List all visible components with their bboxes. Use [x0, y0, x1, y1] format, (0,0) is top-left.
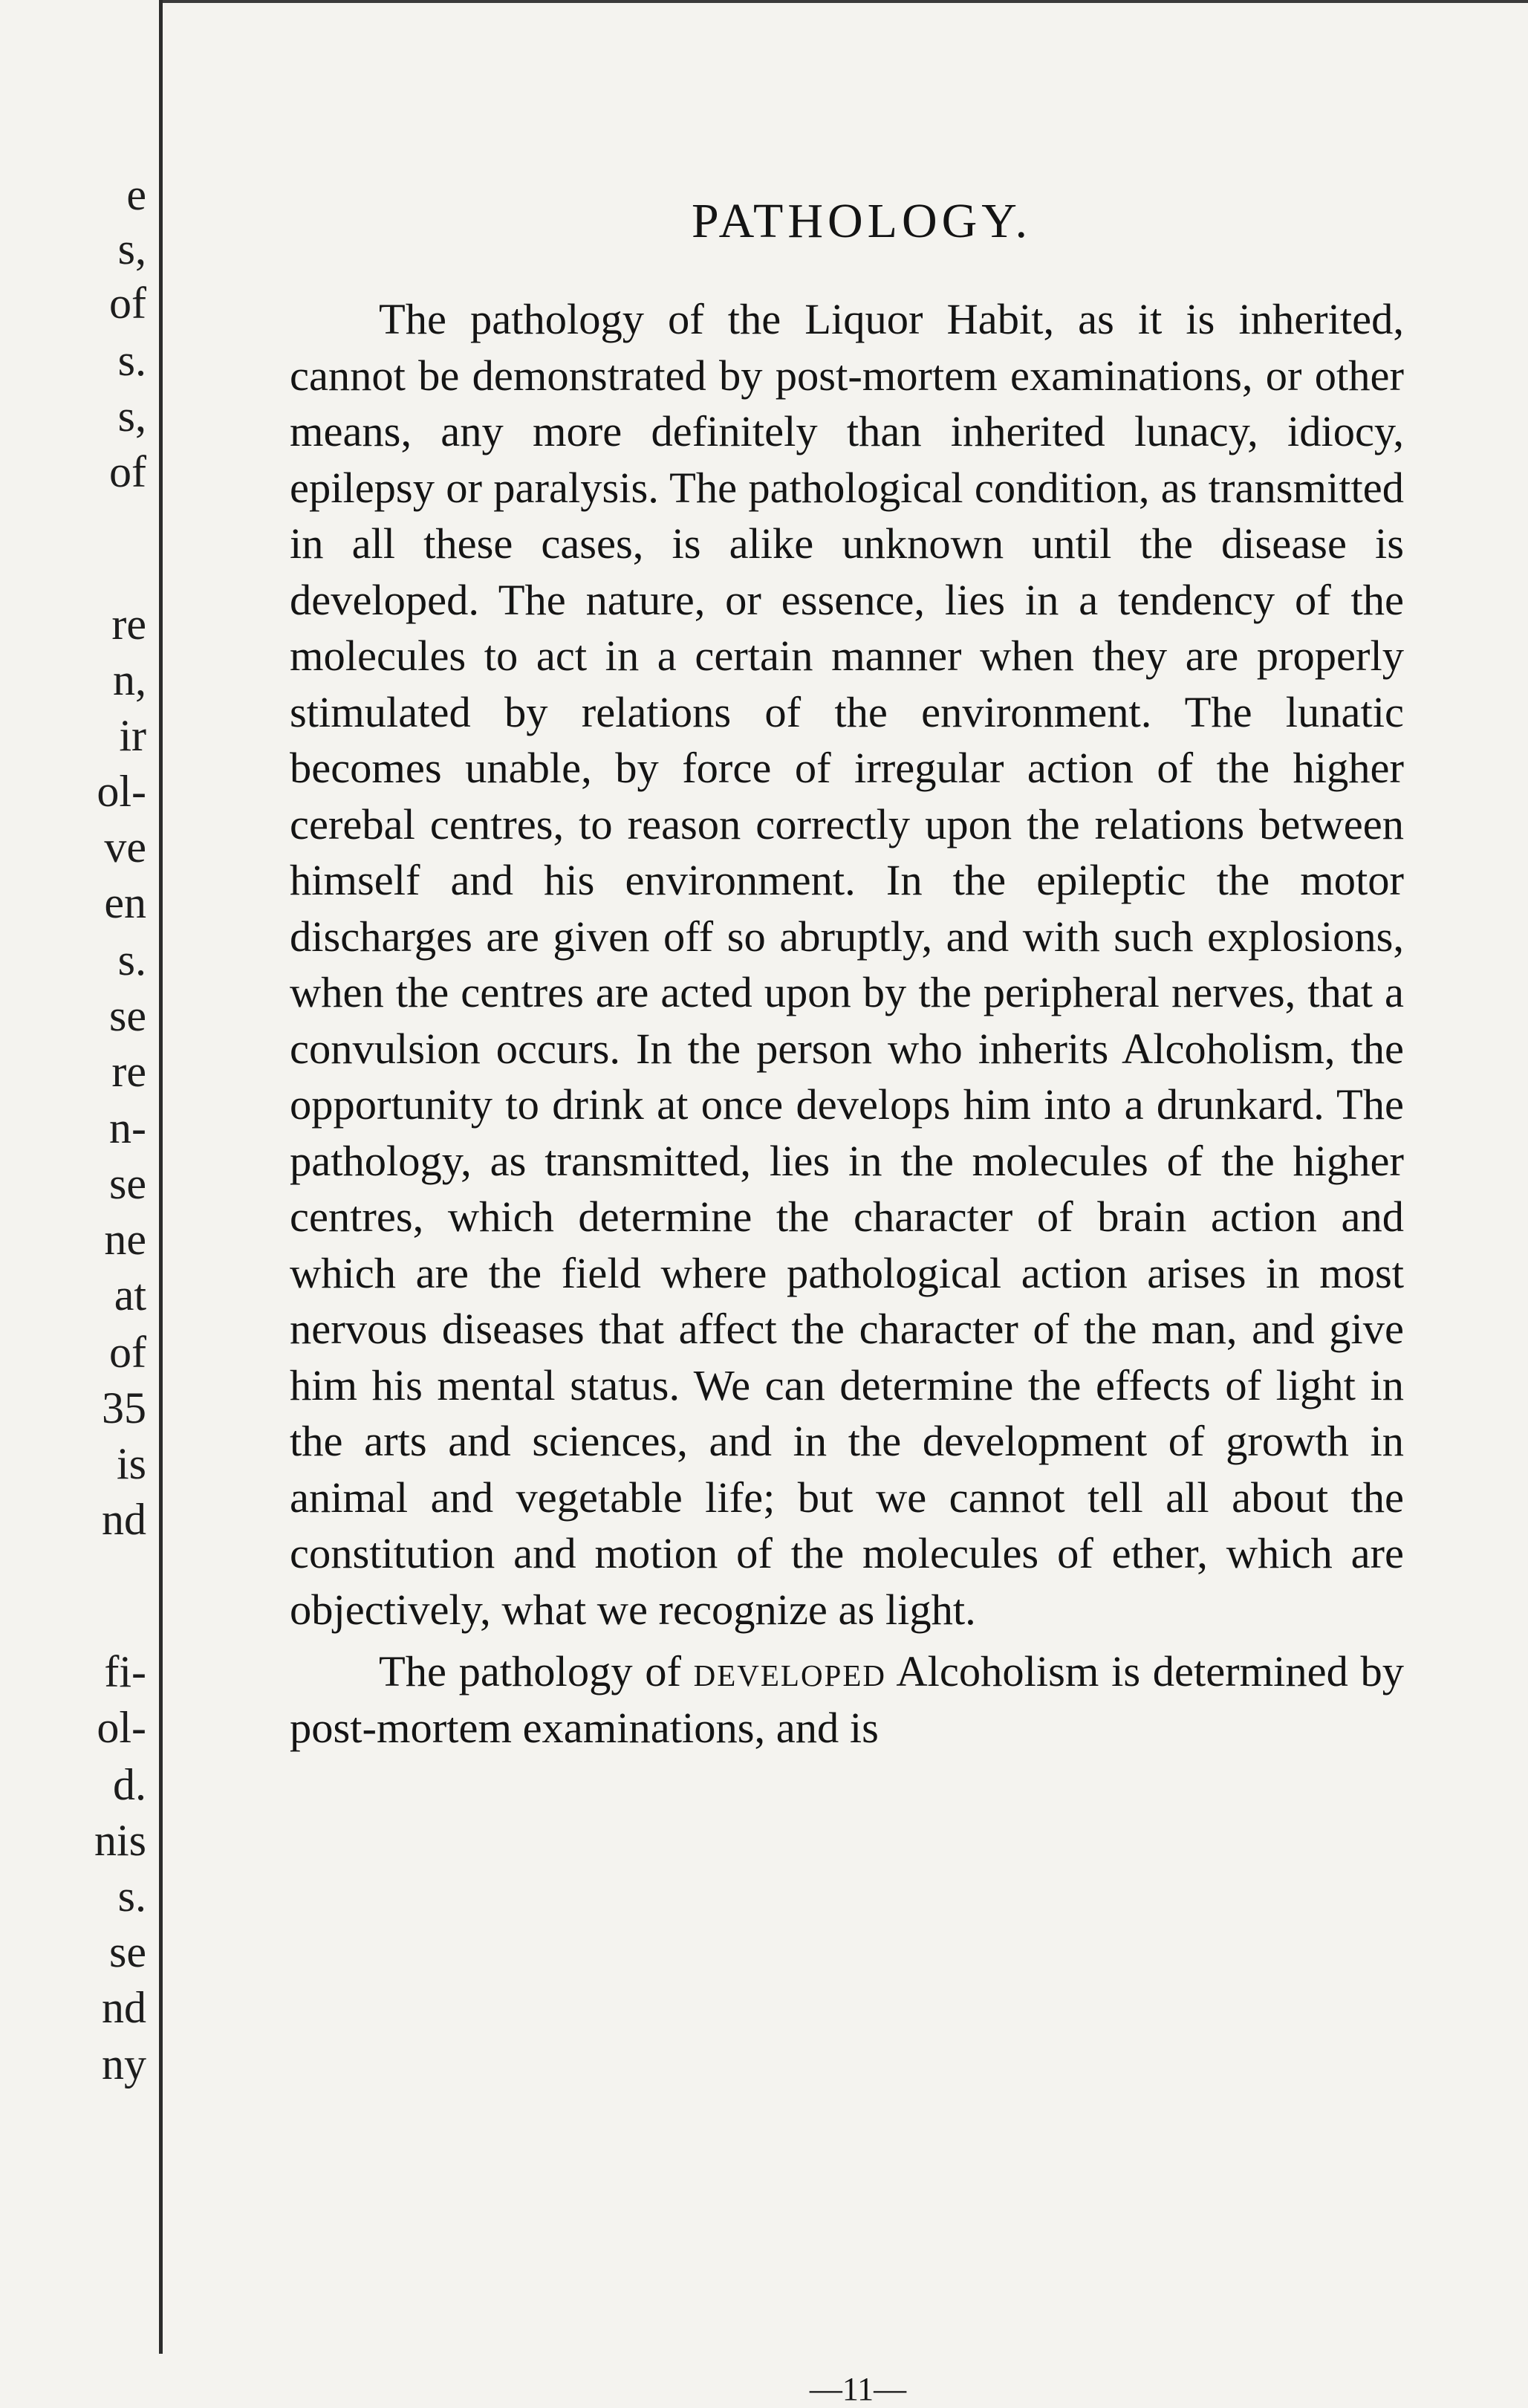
- facing-page-text-fragment: e: [126, 170, 146, 219]
- facing-page-text-fragment: s.: [117, 1872, 146, 1921]
- facing-page-text-fragment: of: [109, 279, 146, 328]
- paragraph-2-lead: The pathology of: [379, 1647, 694, 1695]
- book-page: [290, 193, 1405, 2407]
- paragraph-2-emphasis: developed: [693, 1647, 887, 1695]
- body-paragraph-1: The pathology of the Liquor Habit, as it is inherited, cannot be demonstrated by post-mortem examinations, or other means, any more definitely than inherited lunacy, idiocy, epilepsy or paralysis. The pathological condition, as transmitted in all these cases, is alike unknown until the disease is developed. The nature, or essence, lies in a tendency of the molecules to act in a certain manner when they are properly stimulated by relations of the environment. The lunatic becomes unable, by force of irregular action of the higher cerebal centres, to reason correctly upon the relations between himself and his environment. In the epileptic the motor discharges are given off so abruptly, and with such explosions, when the centres are acted upon by the peripheral nerves, that a convulsion occurs. In the person who inherits Alcoholism, the opportunity to drink at once develops him into a drunkard. The pathology, as transmitted, lies in the molecules of the higher centres, which determine the character of brain action and which are the field where pathological action arises in most nervous diseases that affect the character of the man, and give him his mental status. We can determine the effects of light in the arts and sciences, and in the development of growth in animal and vegetable life; but we cannot tell all about the constitution and motion of the molecules of ether, which are objectively, what we recognize as light.: [290, 295, 1404, 1634]
- facing-page-text-fragment: ne: [104, 1215, 146, 1264]
- facing-page-text-fragment: d.: [113, 1760, 146, 1809]
- facing-page-text-fragment: re: [111, 1047, 146, 1096]
- facing-page-text-fragment: s,: [117, 392, 146, 441]
- facing-page-text-fragment: of: [109, 447, 146, 496]
- facing-page-text-fragment: re: [111, 600, 146, 649]
- facing-page-text-fragment: 35: [102, 1383, 146, 1432]
- body-paragraph-2: [290, 1643, 1404, 1756]
- facing-page-text-fragment: se: [109, 1927, 146, 1976]
- facing-page-text-fragment: se: [109, 991, 146, 1040]
- book-gutter-line: [159, 0, 163, 2354]
- facing-page-text-fragment: se: [109, 1159, 146, 1208]
- facing-page-text-fragment: n-: [109, 1103, 146, 1152]
- facing-page-text-fragment: s.: [117, 336, 146, 385]
- page-title: PATHOLOGY.: [692, 194, 1032, 248]
- facing-page-text-fragment: nis: [94, 1816, 146, 1865]
- facing-page-text-fragment: n,: [113, 655, 146, 704]
- facing-page-text-fragment: of: [109, 1328, 146, 1377]
- facing-page-text-fragment: nd: [102, 1983, 146, 2032]
- facing-page-text-fragment: at: [114, 1270, 146, 1320]
- facing-page-text-fragment: fi-: [104, 1647, 146, 1696]
- facing-page-text-fragment: ol-: [97, 1703, 146, 1752]
- facing-page-text-fragment: is: [116, 1439, 146, 1488]
- facing-page-text-fragment: s,: [117, 224, 146, 273]
- page-number: —11—: [809, 2371, 907, 2407]
- facing-page-text-fragment: ir: [119, 711, 146, 760]
- facing-page-fragment: [0, 0, 152, 2354]
- facing-page-text-fragment: ve: [104, 822, 146, 872]
- facing-page-text-fragment: ny: [102, 2039, 146, 2089]
- page-top-rule: [159, 0, 1528, 3]
- facing-page-text-fragment: s.: [117, 935, 146, 984]
- facing-page-text-fragment: en: [104, 878, 146, 927]
- facing-page-text-fragment: ol-: [97, 767, 146, 816]
- paragraph-2-rest: Alcoholism is determined by post-mortem examinations, and is: [290, 1647, 1405, 1752]
- facing-page-text-fragment: nd: [102, 1495, 146, 1544]
